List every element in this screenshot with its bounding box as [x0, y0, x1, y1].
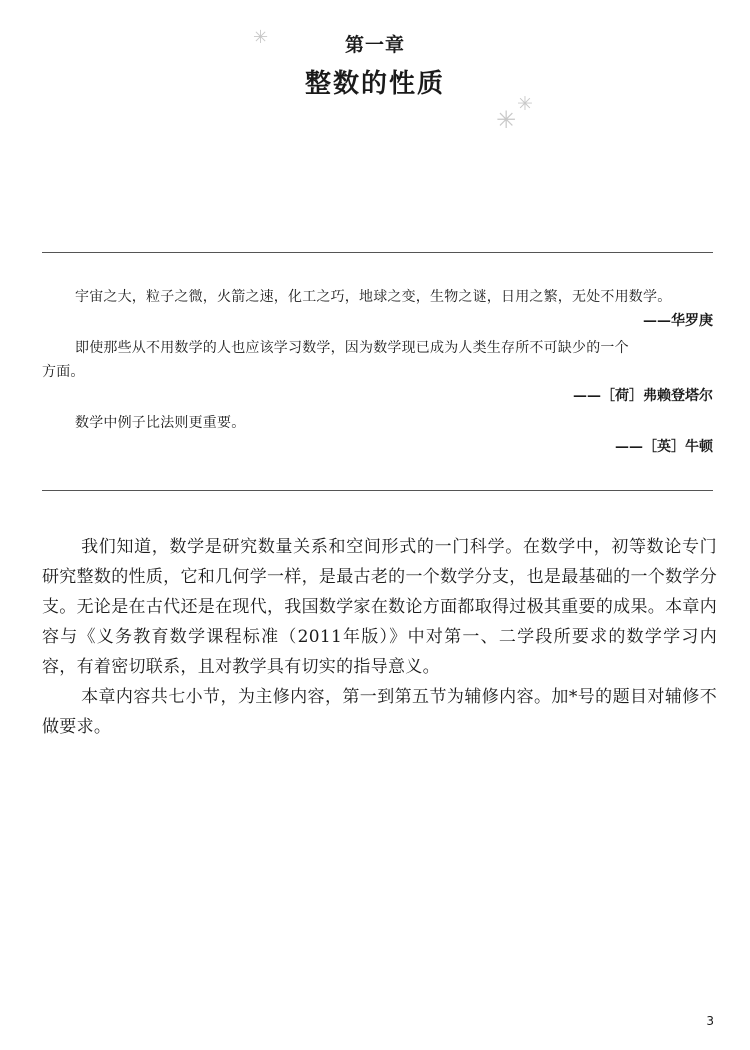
quote-attribution: ——华罗庚 [643, 313, 713, 329]
chapter-introduction [42, 532, 717, 742]
quote-attribution: ——［荷］弗赖登塔尔 [573, 388, 713, 404]
asterisk-flower-icon: ✳ [517, 93, 533, 115]
quote-text: 宇宙之大，粒子之微，火箭之速，化工之巧，地球之变，生物之谜，日用之繁，无处不用数学。 [75, 289, 672, 305]
divider-top [42, 252, 713, 253]
quote-text-continuation: 方面。 [42, 364, 85, 380]
quote-block [75, 285, 713, 333]
quote-text: 数学中例子比法则更重要。 [75, 415, 246, 431]
chapter-label: 第一章 [344, 34, 405, 56]
asterisk-flower-icon: ✳ [496, 106, 517, 134]
quote-attribution: ——［英］牛顿 [615, 439, 713, 455]
body-paragraph: 我们知道，数学是研究数量关系和空间形式的一门科学。在数学中，初等数论专门研究整数的性质，它和几何学一样，是最古老的一个数学分支，也是最基础的一个数学分支。无论是在古代还是在现代，我国数学家在数论方面都取得过极其重要的成果。本章内容与《义务教育数学课程标准（2011年版）》中对第一、二学段所要求的数学学习内容，有着密切联系，且对教学具有切实的指导意义。 [42, 537, 717, 677]
asterisk-flower-icon: ✳ [253, 27, 269, 48]
body-paragraph: 本章内容共七小节，为主修内容，第一到第五节为辅修内容。加*号的题目对辅修不做要求。 [42, 687, 717, 737]
chapter-title: 整数的性质 [304, 69, 445, 99]
epigraph-quotes [42, 285, 713, 462]
quote-text: 即使那些从不用数学的人也应该学习数学，因为数学现已成为人类生存所不可缺少的一个 [75, 340, 629, 356]
quote-block [42, 336, 713, 408]
divider-bottom [42, 490, 713, 491]
quote-block [75, 411, 713, 459]
page-number: 3 [706, 1014, 714, 1028]
